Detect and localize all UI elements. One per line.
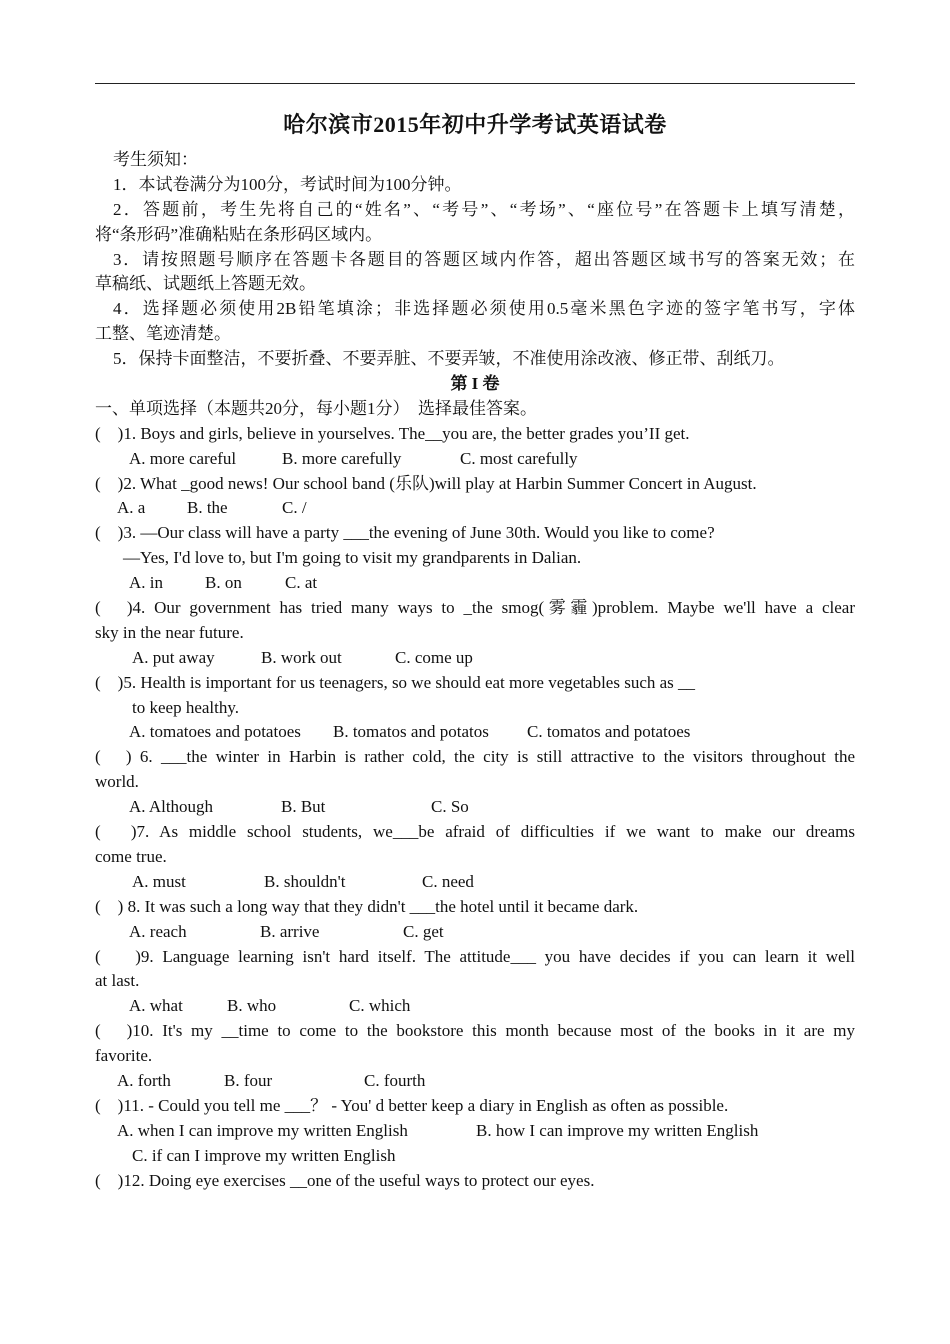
question-stem: ( )9. Language learning isn't hard itself. The attitude___ you have decides if you can learn it well (95, 946, 855, 966)
volume-label: 第 I 卷 (450, 374, 500, 394)
option-c: C. at (285, 573, 318, 593)
notice-item: 1．本试卷满分为100分，考试时间为100分钟。 (113, 174, 462, 194)
option-a: A. a (117, 498, 146, 518)
question-stem: ( )3. —Our class will have a party ___the evening of June 30th. Would you like to come? (95, 523, 715, 543)
notice-item: 草稿纸、试题纸上答题无效。 (95, 274, 316, 294)
exam-title: 哈尔滨市2015年初中升学考试英语试卷 (283, 112, 667, 137)
option-a: A. tomatoes and potatoes (129, 722, 301, 742)
option-a: A. when I can improve my written English (117, 1120, 408, 1140)
option-c: C. / (282, 498, 307, 518)
option-a: A. forth (117, 1070, 171, 1090)
question-stem: ( )7. As middle school students, we___be afraid of difficulties if we want to make our dreams (95, 822, 855, 842)
question-options (95, 646, 855, 671)
question-stem-cont: favorite. (95, 1046, 153, 1066)
notice-item: 工整、笔迹清楚。 (95, 324, 231, 344)
notice-heading: 考生须知： (113, 150, 198, 169)
option-c: C. fourth (364, 1070, 426, 1090)
option-b: B. who (227, 996, 277, 1016)
notice-item: 5．保持卡面整洁，不要折叠、不要弄脏、不要弄皱，不准使用涂改液、修正带、刮纸刀。 (113, 349, 785, 369)
notice-item: 2．答题前，考生先将自己的“姓名”、“考号”、“考场”、“座位号”在答题卡上填写清楚， (113, 199, 855, 219)
section-heading: 一、单项选择（本题共20分，每小题1分） 选择最佳答案。 (95, 398, 537, 418)
question-stem: ( )5. Health is important for us teenagers, so we should eat more vegetables such as __ (95, 672, 696, 692)
question-options (95, 496, 855, 521)
question-stem-cont: to keep healthy. (132, 697, 239, 717)
exam-content (95, 148, 855, 1193)
question-options (95, 920, 855, 945)
option-a: A. Although (129, 797, 214, 817)
question-options (95, 1069, 855, 1094)
option-c: C. tomatos and potatoes (527, 722, 691, 742)
question-options (95, 870, 855, 895)
question-options (95, 571, 855, 596)
option-b: B. arrive (260, 921, 320, 941)
option-b: B. how I can improve my written English (476, 1120, 759, 1140)
option-a: A. must (132, 871, 186, 891)
question-stem-cont: sky in the near future. (95, 622, 244, 642)
question-options (95, 1119, 855, 1144)
option-b: B. four (224, 1070, 273, 1090)
notice-item: 3．请按照题号顺序在答题卡各题目的答题区域内作答，超出答题区域书写的答案无效；在 (113, 249, 855, 269)
notice-item: 将“条形码”准确粘贴在条形码区域内。 (95, 224, 383, 244)
option-c: C. come up (395, 647, 473, 667)
option-a: A. reach (129, 921, 187, 941)
option-c: C. get (403, 921, 444, 941)
option-c: C. So (431, 797, 469, 817)
question-stem: ( )4. Our government has tried many ways to _the smog(雾霾)problem. Maybe we'll have a clear (95, 598, 855, 618)
question-stem: ( )12. Doing eye exercises __one of the useful ways to protect our eyes. (95, 1170, 595, 1190)
notice-item: 4．选择题必须使用2B铅笔填涂；非选择题必须使用0.5毫米黑色字迹的签字笔书写，字体 (113, 299, 855, 319)
option-b: B. shouldn't (264, 871, 346, 891)
question-options (95, 795, 855, 820)
option-b: B. more carefully (282, 448, 402, 468)
option-a: A. put away (132, 647, 215, 667)
question-stem: ( ) 6. ___the winter in Harbin is rather cold, the city is still attractive to the visitors throughout the (95, 747, 855, 767)
question-stem-cont: —Yes, I'd love to, but I'm going to visit my grandparents in Dalian. (123, 548, 582, 568)
question-options (95, 720, 855, 745)
question-stem-cont: come true. (95, 846, 167, 866)
question-stem: ( ) 8. It was such a long way that they didn't ___the hotel until it became dark. (95, 896, 639, 916)
option-a: A. more careful (129, 448, 237, 468)
option-a: A. what (129, 996, 183, 1016)
option-c: C. need (422, 871, 474, 891)
question-stem: ( )11. - Could you tell me ___？ - You' d better keep a diary in English as often as possible. (95, 1095, 729, 1115)
question-stem-cont: world. (95, 772, 139, 792)
question-options (95, 447, 855, 472)
question-stem: ( )1. Boys and girls, believe in yourselves. The__you are, the better grades you’II get. (95, 423, 690, 443)
option-c: C. most carefully (460, 448, 578, 468)
option-a: A. in (129, 573, 163, 593)
option-b: B. on (205, 573, 242, 593)
top-rule (95, 83, 855, 84)
question-stem: ( )10. It's my __time to come to the bookstore this month because most of the books in it are my (95, 1021, 855, 1041)
option-b: B. tomatos and potatos (333, 722, 489, 742)
option-b: B. the (187, 498, 228, 518)
question-stem-cont: at last. (95, 971, 140, 991)
question-options (95, 994, 855, 1019)
option-b: B. But (281, 797, 326, 817)
option-c: C. which (349, 996, 411, 1016)
option-c: C. if can I improve my written English (132, 1145, 396, 1165)
question-stem: ( )2. What _good news! Our school band (乐队)will play at Harbin Summer Concert in August. (95, 473, 757, 493)
option-b: B. work out (261, 647, 342, 667)
